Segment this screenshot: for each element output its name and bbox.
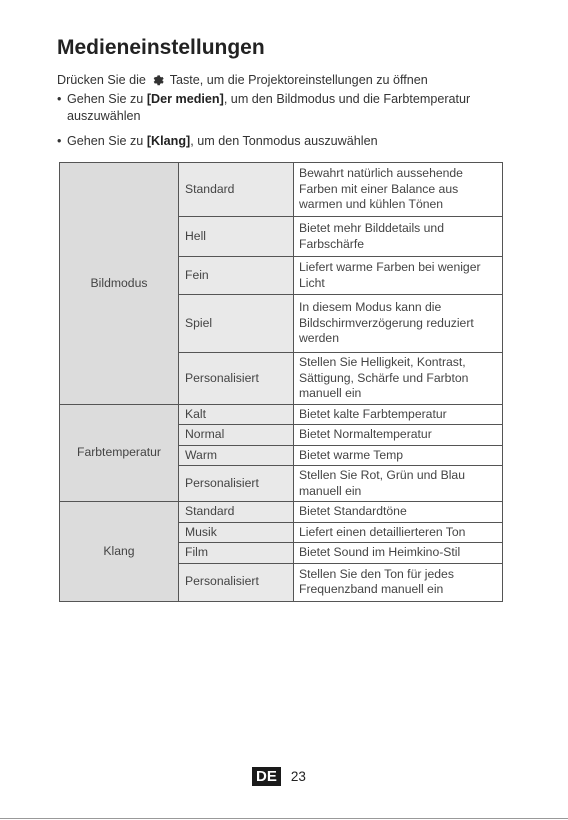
option-cell: Hell xyxy=(179,217,294,257)
instruction-item xyxy=(57,133,517,150)
description-cell: Liefert warme Farben bei weniger Licht xyxy=(294,257,503,295)
instruction-text: Gehen Sie zu xyxy=(67,134,144,148)
page-divider xyxy=(0,818,568,819)
option-cell: Film xyxy=(179,543,294,564)
option-cell: Warm xyxy=(179,445,294,466)
description-cell: Bietet Normaltemperatur xyxy=(294,425,503,446)
category-farbtemperatur: Farbtemperatur xyxy=(60,404,179,502)
option-cell: Normal xyxy=(179,425,294,446)
description-cell: Stellen Sie Helligkeit, Kontrast, Sättigung, Schärfe und Farbton manuell ein xyxy=(294,353,503,405)
intro-line-after: Taste, um die Projektoreinstellungen zu öffnen xyxy=(169,73,428,87)
instruction-text: Gehen Sie zu xyxy=(67,92,144,106)
page-footer xyxy=(252,767,306,786)
description-cell: Liefert einen detaillierteren Ton xyxy=(294,522,503,543)
description-cell: Stellen Sie Rot, Grün und Blau manuell ein xyxy=(294,466,503,502)
page-title: Medieneinstellungen xyxy=(57,36,265,59)
instruction-item xyxy=(57,91,517,125)
option-cell: Fein xyxy=(179,257,294,295)
option-cell: Personalisiert xyxy=(179,563,294,601)
description-cell: Bietet Standardtöne xyxy=(294,502,503,523)
instruction-text: , um den Bildmodus und die Farbtemperatur auszuwählen xyxy=(67,92,471,123)
description-cell: Bietet kalte Farbtemperatur xyxy=(294,404,503,425)
language-badge: DE xyxy=(252,767,281,786)
option-cell: Personalisiert xyxy=(179,466,294,502)
intro-text xyxy=(57,72,517,158)
option-cell: Musik xyxy=(179,522,294,543)
gear-icon xyxy=(151,73,164,86)
settings-table xyxy=(59,162,503,602)
option-cell: Kalt xyxy=(179,404,294,425)
description-cell: Bietet warme Temp xyxy=(294,445,503,466)
instruction-text: , um den Tonmodus auszuwählen xyxy=(190,134,378,148)
page-number: 23 xyxy=(290,769,306,784)
intro-line xyxy=(57,72,517,89)
menu-name-der-medien: [Der medien] xyxy=(146,92,224,106)
instruction-list xyxy=(57,91,517,150)
description-cell: In diesem Modus kann die Bildschirmverzögerung reduziert werden xyxy=(294,295,503,353)
description-cell: Bietet mehr Bilddetails und Farbschärfe xyxy=(294,217,503,257)
description-cell: Bewahrt natürlich aussehende Farben mit einer Balance aus warmen und kühlen Tönen xyxy=(294,163,503,217)
table-row xyxy=(60,404,503,425)
category-bildmodus: Bildmodus xyxy=(60,163,179,405)
description-cell: Stellen Sie den Ton für jedes Frequenzband manuell ein xyxy=(294,563,503,601)
table-row xyxy=(60,163,503,217)
menu-name-klang: [Klang] xyxy=(146,134,191,148)
intro-line-before: Drücken Sie die xyxy=(57,73,146,87)
option-cell: Spiel xyxy=(179,295,294,353)
option-cell: Standard xyxy=(179,502,294,523)
category-klang: Klang xyxy=(60,502,179,602)
option-cell: Standard xyxy=(179,163,294,217)
table-row xyxy=(60,502,503,523)
option-cell: Personalisiert xyxy=(179,353,294,405)
description-cell: Bietet Sound im Heimkino-Stil xyxy=(294,543,503,564)
